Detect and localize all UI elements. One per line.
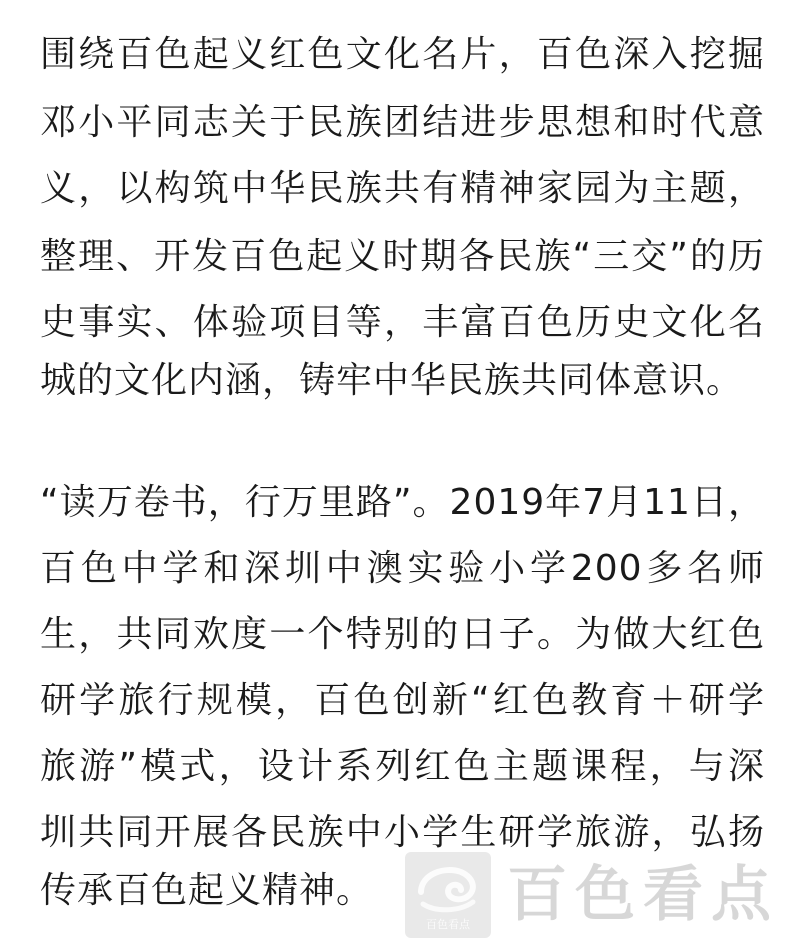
paragraph-2-line-6: 圳共同开展各民族中小学生研学旅游，弘扬 (40, 812, 765, 853)
watermark-title: 百色看点 (507, 860, 779, 930)
paragraph-1-line-3: 义，以构筑中华民族共有精神家园为主题， (40, 168, 765, 209)
paragraph-1-line-6: 城的文化内涵，铸牢中华民族共同体意识。 (40, 360, 744, 401)
paragraph-2-line-5: 旅游”模式，设计系列红色主题课程，与深 (40, 746, 765, 787)
watermark (405, 852, 795, 938)
paragraph-1-line-2: 邓小平同志关于民族团结进步思想和时代意 (40, 102, 765, 143)
watermark-logo-caption: 百色看点 (426, 918, 470, 931)
paragraph-1-line-4: 整理、开发百色起义时期各民族“三交”的历 (40, 236, 765, 277)
paragraph-2-line-3: 生，共同欢度一个特别的日子。为做大红色 (40, 614, 765, 655)
watermark-logo (405, 852, 491, 938)
paragraph-2-line-7: 传承百色起义精神。 (40, 870, 374, 911)
paragraph-2-line-1: “读万卷书，行万里路”。2019年7月11日， (40, 482, 765, 523)
paragraph-1-line-5: 史事实、体验项目等，丰富百色历史文化名 (40, 302, 765, 343)
paragraph-2-line-4: 研学旅行规模，百色创新“红色教育＋研学 (40, 680, 765, 721)
paragraph-2-line-2: 百色中学和深圳中澳实验小学200多名师 (40, 548, 765, 589)
paragraph-1-line-1: 围绕百色起义红色文化名片，百色深入挖掘 (40, 34, 765, 75)
